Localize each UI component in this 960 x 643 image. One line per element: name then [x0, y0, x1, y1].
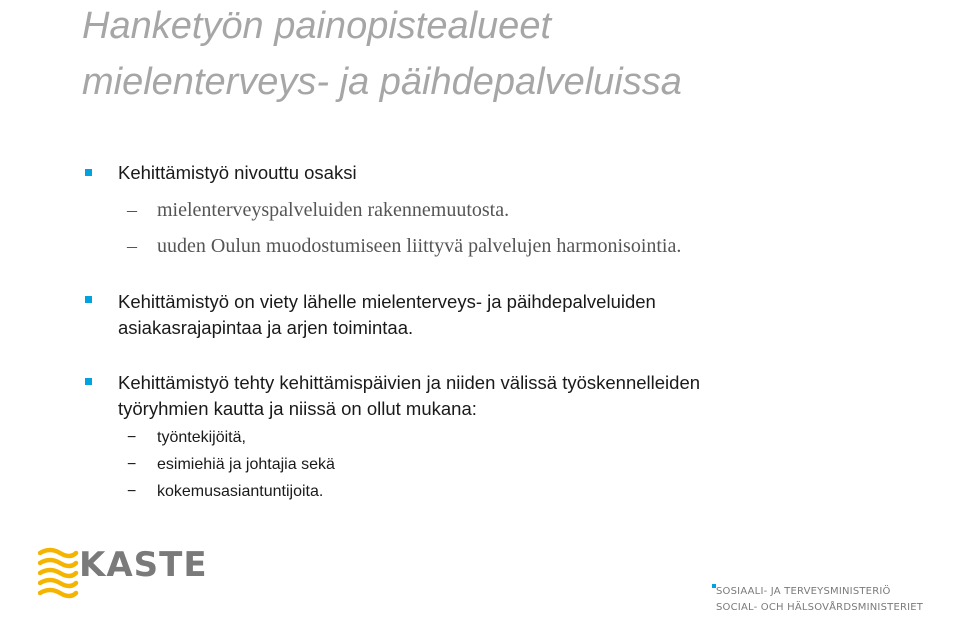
kaste-logo-text: KASTE	[79, 545, 208, 585]
sub-item	[127, 428, 246, 448]
sub-item-text: kokemusasiantuntijoita.	[157, 483, 324, 500]
ministry-name-sv: SOCIAL- OCH HÄLSOVÅRDSMINISTERIET	[716, 602, 924, 613]
sub-item	[127, 455, 335, 475]
sub-item-text: uuden Oulun muodostumiseen liittyvä palvelujen harmonisointia.	[157, 235, 682, 257]
bullet-text-line-1: Kehittämistyö tehty kehittämispäivien ja niiden välissä työskennelleiden	[118, 372, 701, 393]
bullet-text-line-1: Kehittämistyö on viety lähelle mielenterveys- ja päihdepalveluiden	[118, 291, 656, 312]
dash-marker: −	[127, 456, 137, 473]
bullet-text-line-2: työryhmien kautta ja niissä on ollut mukana:	[118, 398, 477, 419]
square-bullet-icon	[85, 169, 92, 176]
slide-title-line-1: Hanketyön painopistealueet	[82, 5, 552, 47]
square-bullet-icon	[85, 296, 92, 303]
bullet-text: Kehittämistyö nivouttu osaksi	[118, 162, 357, 183]
dash-marker: −	[127, 483, 137, 500]
sub-item-text: työntekijöitä,	[157, 429, 246, 446]
sub-item	[127, 482, 323, 502]
sub-item-text: esimiehiä ja johtajia sekä	[157, 456, 335, 473]
dash-marker: –	[127, 199, 137, 221]
slide-title	[82, 0, 942, 110]
slide-title-line-2: mielenterveys- ja päihdepalveluissa	[82, 61, 682, 103]
sub-item	[127, 234, 681, 258]
sub-item-text: mielenterveyspalveluiden rakennemuutosta.	[157, 199, 510, 221]
ministry-name-fi: SOSIAALI- JA TERVEYSMINISTERIÖ	[716, 586, 891, 597]
square-bullet-icon	[85, 378, 92, 385]
dash-marker: –	[127, 235, 137, 257]
bullet-text-line-2: asiakasrajapintaa ja arjen toimintaa.	[118, 317, 414, 338]
dash-marker: −	[127, 429, 137, 446]
sub-item	[127, 198, 509, 222]
